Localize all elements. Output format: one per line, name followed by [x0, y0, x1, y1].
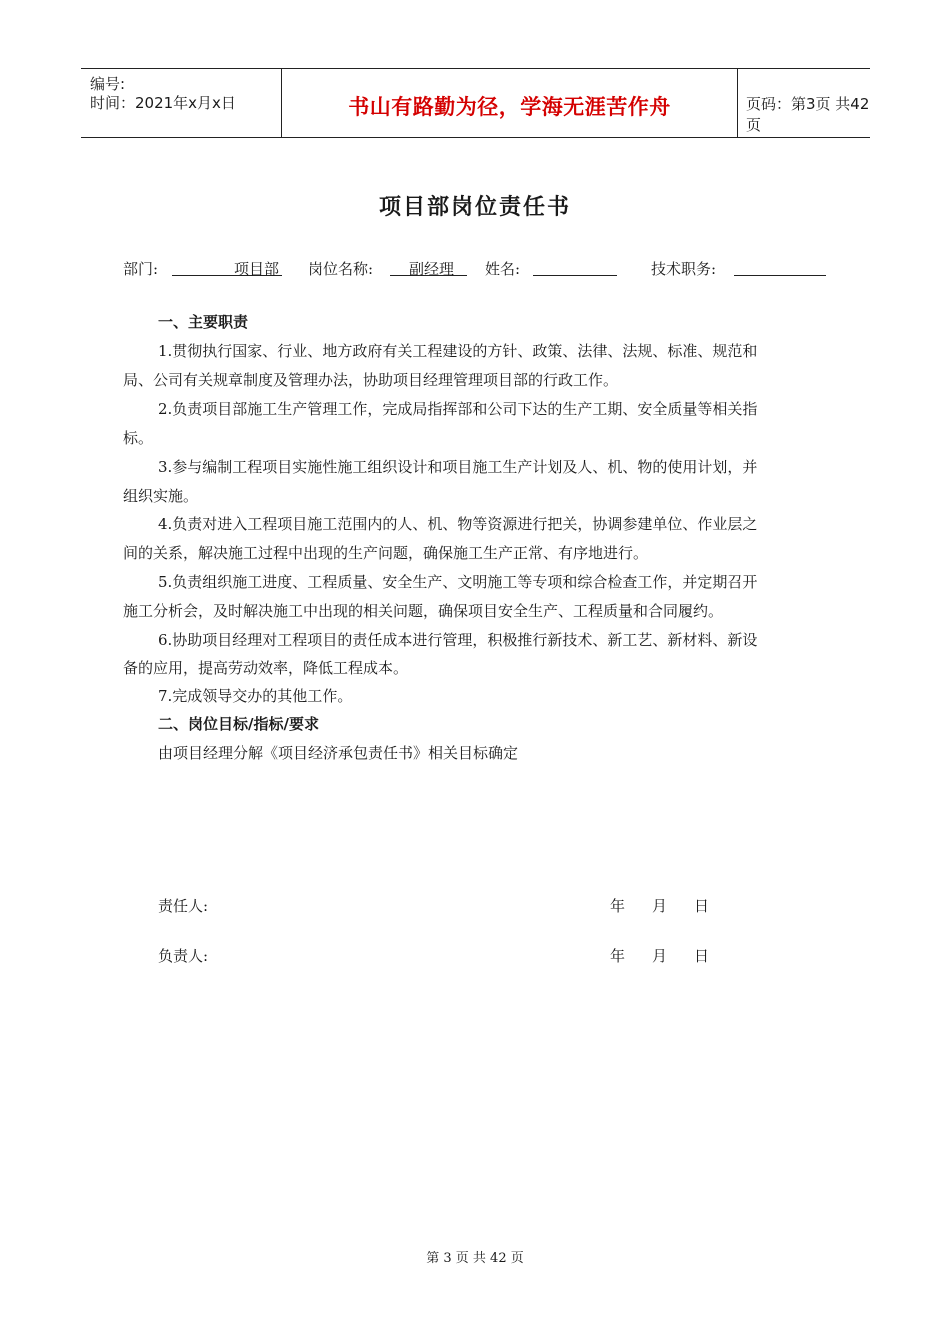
responsible-label: 责任人:: [158, 897, 209, 915]
page-info: 页码：第3页 共42页: [746, 95, 870, 134]
header-right-cell: [737, 69, 870, 137]
duty-item-5-line1: 5.负责组织施工进度、工程质量、安全生产、文明施工等专项和综合检查工作，并定期召开: [158, 573, 758, 591]
duty-item-2-line2: 标。: [123, 429, 154, 447]
section2-text: 由项目经理分解《项目经济承包责任书》相关目标确定: [158, 744, 519, 762]
responsible-day: 日: [694, 897, 710, 915]
section1-heading: 一、主要职责: [158, 313, 249, 331]
dept-value: 项目部: [234, 260, 280, 278]
responsible-year: 年: [610, 897, 626, 915]
supervisor-label: 负责人:: [158, 947, 209, 965]
page-title: 项目部岗位责任书: [378, 194, 571, 220]
page-footer: 第 3 页 共 42 页: [426, 1251, 524, 1266]
duty-item-6-line1: 6.协助项目经理对工程项目的责任成本进行管理，积极推行新技术、新工艺、新材料、新设: [158, 631, 758, 649]
duty-item-4-line1: 4.负责对进入工程项目施工范围内的人、机、物等资源进行把关，协调参建单位、作业层之: [158, 515, 758, 533]
duty-item-1-line2: 局、公司有关规章制度及管理办法，协助项目经理管理项目部的行政工作。: [123, 371, 619, 389]
duty-item-1-line1: 1.贯彻执行国家、行业、地方政府有关工程建设的方针、政策、法律、法规、标准、规范和: [158, 342, 758, 360]
tech-underline: [734, 275, 826, 276]
duty-item-2-line1: 2.负责项目部施工生产管理工作，完成局指挥部和公司下达的生产工期、安全质量等相关指: [158, 400, 758, 418]
header-left-cell: [81, 69, 281, 137]
duty-item-3-line2: 组织实施。: [123, 487, 199, 505]
header-motto-cell: [281, 69, 738, 137]
name-underline: [533, 275, 617, 276]
duty-item-3-line1: 3.参与编制工程项目实施性施工组织设计和项目施工生产计划及人、机、物的使用计划，并: [158, 458, 758, 476]
post-value: 副经理: [409, 260, 455, 278]
supervisor-year: 年: [610, 947, 626, 965]
tech-label: 技术职务:: [651, 260, 717, 278]
name-label: 姓名:: [485, 260, 521, 278]
number-label: 编号:: [90, 75, 126, 93]
responsible-month: 月: [652, 897, 668, 915]
duty-item-5-line2: 施工分析会，及时解决施工中出现的相关问题，确保项目安全生产、工程质量和合同履约。: [123, 602, 724, 620]
duty-item-4-line2: 间的关系，解决施工过程中出现的生产问题，确保施工生产正常、有序地进行。: [123, 544, 649, 562]
supervisor-day: 日: [694, 947, 710, 965]
section2-heading: 二、岗位目标/指标/要求: [158, 715, 319, 733]
duty-item-6-line2: 备的应用，提高劳动效率，降低工程成本。: [123, 659, 409, 677]
supervisor-month: 月: [652, 947, 668, 965]
post-label: 岗位名称:: [308, 260, 374, 278]
duty-item-7: 7.完成领导交办的其他工作。: [158, 687, 353, 705]
motto: 书山有路勤为径，学海无涯苦作舟: [348, 95, 671, 119]
header-table: [81, 68, 870, 138]
time-label: 时间：2021年x月x日: [90, 94, 236, 112]
dept-label: 部门:: [123, 260, 159, 278]
